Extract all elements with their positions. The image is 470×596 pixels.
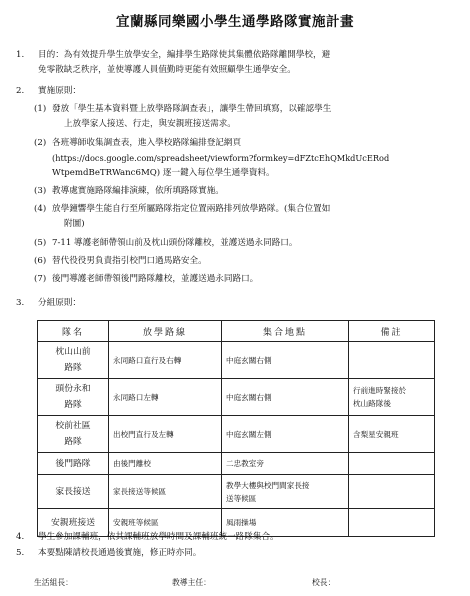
section-tutoring xyxy=(16,530,448,545)
section-heading: 分組原則： xyxy=(38,298,81,308)
principle-item xyxy=(34,184,450,199)
team-name-line: 家長接送 xyxy=(55,486,91,497)
place-line: 二忠教室旁 xyxy=(226,459,264,468)
team-name-line: 校前社區 xyxy=(55,421,91,431)
principle-line: 附圖) xyxy=(64,219,85,229)
team-name-line: 後門路隊 xyxy=(55,458,91,469)
header-route: 放學路線 xyxy=(109,321,222,342)
note-line: 行前進時緊接於 xyxy=(353,386,407,395)
principle-number: (5) xyxy=(34,238,47,248)
principle-url-line: (https://docs.google.com/spreadsheet/viewform?formkey=dFZtcEhQMkdUcERod xyxy=(52,153,390,163)
principle-line: 替代役役男負責指引校門口過馬路安全。 xyxy=(52,256,207,266)
route-cell: 由後門離校 xyxy=(109,453,222,475)
team-name-line: 頭份永和 xyxy=(55,384,91,394)
section-purpose xyxy=(16,48,448,78)
signature-principal: 校長： xyxy=(312,578,336,587)
route-cell: 安親班等候區 xyxy=(109,509,222,537)
principle-item xyxy=(34,272,450,287)
table-header-row xyxy=(38,321,435,342)
team-cell xyxy=(38,379,109,416)
principle-line: 各班導師收集調查表，進入學校路隊編排登記網頁 xyxy=(52,138,242,148)
route-cell: 永同路口直行及右轉 xyxy=(109,342,222,379)
principle-line: 教導處實施路隊編排演練，依所填路隊實施。 xyxy=(52,186,224,196)
principle-number: (6) xyxy=(34,256,47,266)
section-approval xyxy=(16,546,448,561)
signature-dean: 教導主任： xyxy=(172,578,211,587)
principle-item xyxy=(34,236,450,251)
section-number: 1. xyxy=(16,50,25,60)
team-cell xyxy=(38,342,109,379)
route-groups-table xyxy=(37,320,435,537)
note-cell xyxy=(349,379,435,416)
header-note: 備註 xyxy=(349,321,435,342)
note-cell xyxy=(349,475,435,509)
principle-item xyxy=(34,202,450,232)
team-cell xyxy=(38,453,109,475)
section-number: 2. xyxy=(16,86,25,96)
principle-line: WtpemdBeTRWanc6MQ) 逐一鍵入每位學生通學資料。 xyxy=(52,168,275,178)
principle-line: 後門導護老師帶領後門路隊離校，並護送過永同路口。 xyxy=(52,274,259,284)
team-name-line: 安親班接送 xyxy=(51,517,95,528)
section-grouping xyxy=(16,296,448,311)
section-number: 4. xyxy=(16,532,25,542)
note-cell xyxy=(349,416,435,453)
place-cell xyxy=(222,475,349,509)
table-row xyxy=(38,379,435,416)
team-name-line: 路隊 xyxy=(64,437,82,447)
header-team: 隊名 xyxy=(38,321,109,342)
principle-line: 放學鐘響學生能自行至所屬路隊指定位置兩路排列放學路隊。(集合位置如 xyxy=(52,204,331,214)
place-line: 中庭玄關左側 xyxy=(226,429,272,439)
principle-number: (3) xyxy=(34,186,47,196)
document-title: 宜蘭縣同樂國小學生通學路隊實施計畫 xyxy=(116,14,354,30)
principle-item xyxy=(34,136,450,181)
note-cell xyxy=(349,453,435,475)
place-line: 送等候區 xyxy=(226,493,257,503)
place-line: 中庭玄關右側 xyxy=(226,392,272,402)
principle-line: 發放「學生基本資料暨上放學路隊調查表」，讓學生帶回填寫，以確認學生 xyxy=(52,104,332,114)
route-cell: 永同路口左轉 xyxy=(109,379,222,416)
section-text-line: 學生參加課輔班，依其課輔班放學時間及課輔班統一路隊集合。 xyxy=(38,532,279,542)
principle-line: 上放學家人接送、行走，與安親班接送需求。 xyxy=(64,119,236,129)
principle-item xyxy=(34,254,450,269)
team-name-line: 路隊 xyxy=(64,400,82,410)
principle-line: 7-11 導護老師帶領山前及枕山頭份隊離校，並護送過永同路口。 xyxy=(52,238,298,248)
team-name-line: 枕山山前 xyxy=(55,347,91,357)
section-text-line: 目的：為有效提升學生放學安全，編排學生路隊使其集體依路隊離開學校，避 xyxy=(38,50,331,60)
principle-number: (4) xyxy=(34,204,47,214)
place-line: 中庭玄關右側 xyxy=(226,355,272,365)
place-cell xyxy=(222,379,349,416)
place-cell xyxy=(222,453,349,475)
section-heading: 實施原則： xyxy=(38,86,81,96)
table-row xyxy=(38,453,435,475)
place-cell xyxy=(222,416,349,453)
route-cell: 家長接送等候區 xyxy=(109,475,222,509)
header-place: 集合地點 xyxy=(222,321,349,342)
section-text-line: 免零散缺乏秩序，並使導護人員值勤時更能有效照顧學生通學安全。 xyxy=(38,65,296,75)
table-row xyxy=(38,416,435,453)
section-text-line: 本要點陳請校長通過後實施，修正時亦同。 xyxy=(38,548,202,558)
principle-item xyxy=(34,102,450,132)
signature-life-head: 生活組長： xyxy=(34,578,73,587)
team-cell xyxy=(38,475,109,509)
section-principles xyxy=(16,84,448,99)
principle-number: (7) xyxy=(34,274,47,284)
principle-number: (2) xyxy=(34,138,47,148)
team-cell xyxy=(38,416,109,453)
table-row xyxy=(38,475,435,509)
principle-number: (1) xyxy=(34,104,47,114)
note-line: 枕山路隊後 xyxy=(353,399,391,408)
table-row xyxy=(38,342,435,379)
note-line: 含梨星安親班 xyxy=(353,429,399,439)
route-cell: 出校門直行及左轉 xyxy=(109,416,222,453)
note-cell xyxy=(349,342,435,379)
place-cell xyxy=(222,342,349,379)
team-name-line: 路隊 xyxy=(64,363,82,373)
place-line: 教學大樓與校門間家長接 xyxy=(226,480,310,490)
section-number: 5. xyxy=(16,548,25,558)
section-number: 3. xyxy=(16,298,25,308)
place-line: 風雨操場 xyxy=(226,518,257,527)
